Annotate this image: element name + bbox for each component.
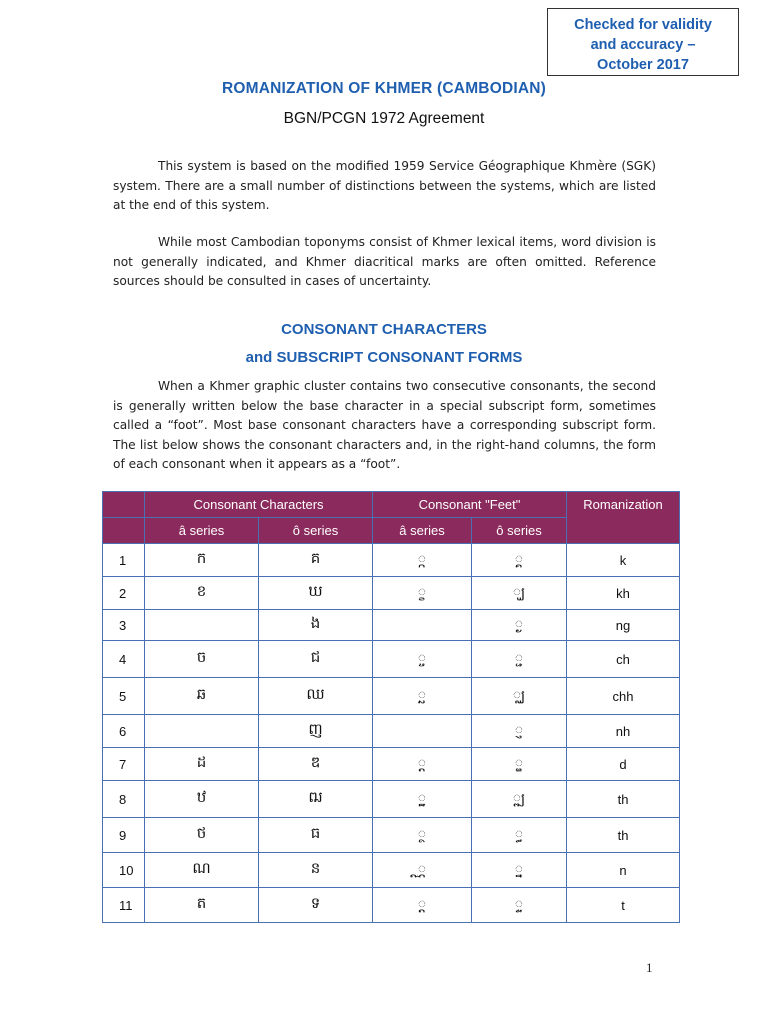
intro-paragraph-2-text: While most Cambodian toponyms consist of Khmer lexical items, word division is not generally indicated, and Khmer diacritical marks are often omitted. Reference sources should be consulted in cases of uncertainty. (113, 235, 656, 288)
table-row (103, 781, 680, 818)
table-row (103, 544, 680, 577)
char-o-series-cell: ជ (259, 641, 373, 678)
intro-paragraph-2 (113, 233, 656, 292)
char-o-series-cell: ឈ (259, 678, 373, 715)
row-number-cell: 1 (103, 544, 145, 577)
char-a-series-cell: ខ (145, 577, 259, 610)
row-number-cell: 2 (103, 577, 145, 610)
section-heading-1: CONSONANT CHARACTERS (281, 321, 487, 338)
char-a-series-cell: ឋ (145, 781, 259, 818)
header-consonant-feet: Consonant "Feet" (373, 492, 567, 518)
foot-o-series-cell: ្ទ (472, 888, 567, 923)
char-a-series-cell: ត (145, 888, 259, 923)
foot-o-series-cell: ្ង (472, 610, 567, 641)
foot-a-series-cell: ្ថ (373, 818, 472, 853)
char-a-series-cell: ឆ (145, 678, 259, 715)
foot-a-series-cell: ្ច (373, 641, 472, 678)
validity-stamp (547, 8, 739, 76)
subheader-char-a-series: â series (145, 518, 259, 544)
foot-o-series-cell: ្ឌ (472, 748, 567, 781)
table-row (103, 888, 680, 923)
char-a-series-cell: ណ (145, 853, 259, 888)
row-number-cell: 11 (103, 888, 145, 923)
intro-paragraph-1-text: This system is based on the modified 1959 Service Géographique Khmère (SGK) system. There are a small number of distinctions between the systems, which are listed at the end of this system. (113, 159, 656, 212)
foot-a-series-cell: ្ណ (373, 853, 472, 888)
char-o-series-cell: ឃ (259, 577, 373, 610)
romanization-cell: chh (567, 678, 680, 715)
table-row (103, 641, 680, 678)
consonant-paragraph (113, 377, 656, 475)
romanization-cell: kh (567, 577, 680, 610)
char-a-series-cell (145, 610, 259, 641)
table-header-row (103, 492, 680, 518)
row-number-cell: 7 (103, 748, 145, 781)
stamp-line-1: Checked for validity (574, 17, 712, 33)
char-o-series-cell: ឌ (259, 748, 373, 781)
char-o-series-cell: ទ (259, 888, 373, 923)
foot-a-series-cell: ្ដ (373, 748, 472, 781)
subheader-blank (103, 518, 145, 544)
foot-a-series-cell: ្ក (373, 544, 472, 577)
char-o-series-cell: គ (259, 544, 373, 577)
table-body (103, 544, 680, 923)
foot-o-series-cell: ្គ (472, 544, 567, 577)
stamp-line-2: and accuracy – (590, 37, 696, 53)
header-romanization: Romanization (567, 492, 680, 544)
char-a-series-cell: ក (145, 544, 259, 577)
foot-o-series-cell: ្ន (472, 853, 567, 888)
row-number-cell: 9 (103, 818, 145, 853)
foot-a-series-cell: ្ខ (373, 577, 472, 610)
foot-o-series-cell: ្ជ (472, 641, 567, 678)
intro-paragraph-1 (113, 157, 656, 216)
header-consonant-characters: Consonant Characters (145, 492, 373, 518)
char-o-series-cell: ញ (259, 715, 373, 748)
char-o-series-cell: ធ (259, 818, 373, 853)
foot-o-series-cell: ្ឈ (472, 678, 567, 715)
table-row (103, 748, 680, 781)
foot-o-series-cell: ្ធ (472, 818, 567, 853)
table-row (103, 577, 680, 610)
foot-a-series-cell: ្ឋ (373, 781, 472, 818)
stamp-line-3: October 2017 (597, 57, 689, 73)
row-number-cell: 4 (103, 641, 145, 678)
char-a-series-cell (145, 715, 259, 748)
foot-a-series-cell: ្ឆ (373, 678, 472, 715)
subheader-char-o-series: ô series (259, 518, 373, 544)
char-a-series-cell: ដ (145, 748, 259, 781)
romanization-cell: ng (567, 610, 680, 641)
romanization-cell: k (567, 544, 680, 577)
char-o-series-cell: ឍ (259, 781, 373, 818)
subheader-feet-a-series: â series (373, 518, 472, 544)
char-o-series-cell: ង (259, 610, 373, 641)
romanization-cell: t (567, 888, 680, 923)
table-row (103, 715, 680, 748)
page-number: 1 (646, 960, 653, 975)
romanization-cell: ch (567, 641, 680, 678)
romanization-cell: th (567, 781, 680, 818)
foot-o-series-cell: ្ឃ (472, 577, 567, 610)
row-number-cell: 8 (103, 781, 145, 818)
table-row (103, 610, 680, 641)
row-number-cell: 5 (103, 678, 145, 715)
row-number-cell: 10 (103, 853, 145, 888)
document-subtitle: BGN/PCGN 1972 Agreement (283, 110, 485, 127)
foot-o-series-cell: ្ញ (472, 715, 567, 748)
foot-a-series-cell (373, 715, 472, 748)
document-title: ROMANIZATION OF KHMER (CAMBODIAN) (221, 80, 547, 97)
foot-o-series-cell: ្ឍ (472, 781, 567, 818)
consonant-paragraph-text: When a Khmer graphic cluster contains two consecutive consonants, the second is generally written below the base character in a special subscript form, sometimes called a “foot”. Most base consonant characters have a corresponding subscript form. The list below shows the consonant characters and, in the right-hand columns, the form of each consonant when it appears as a “foot”. (113, 379, 656, 471)
romanization-cell: n (567, 853, 680, 888)
subheader-feet-o-series: ô series (472, 518, 567, 544)
table-row (103, 678, 680, 715)
foot-a-series-cell (373, 610, 472, 641)
consonant-table (102, 491, 680, 923)
header-blank (103, 492, 145, 518)
char-a-series-cell: ថ (145, 818, 259, 853)
romanization-cell: d (567, 748, 680, 781)
romanization-cell: th (567, 818, 680, 853)
row-number-cell: 3 (103, 610, 145, 641)
foot-a-series-cell: ្ត (373, 888, 472, 923)
row-number-cell: 6 (103, 715, 145, 748)
char-a-series-cell: ច (145, 641, 259, 678)
section-heading-2: and SUBSCRIPT CONSONANT FORMS (245, 349, 523, 366)
romanization-cell: nh (567, 715, 680, 748)
char-o-series-cell: ន (259, 853, 373, 888)
table-row (103, 818, 680, 853)
table-row (103, 853, 680, 888)
